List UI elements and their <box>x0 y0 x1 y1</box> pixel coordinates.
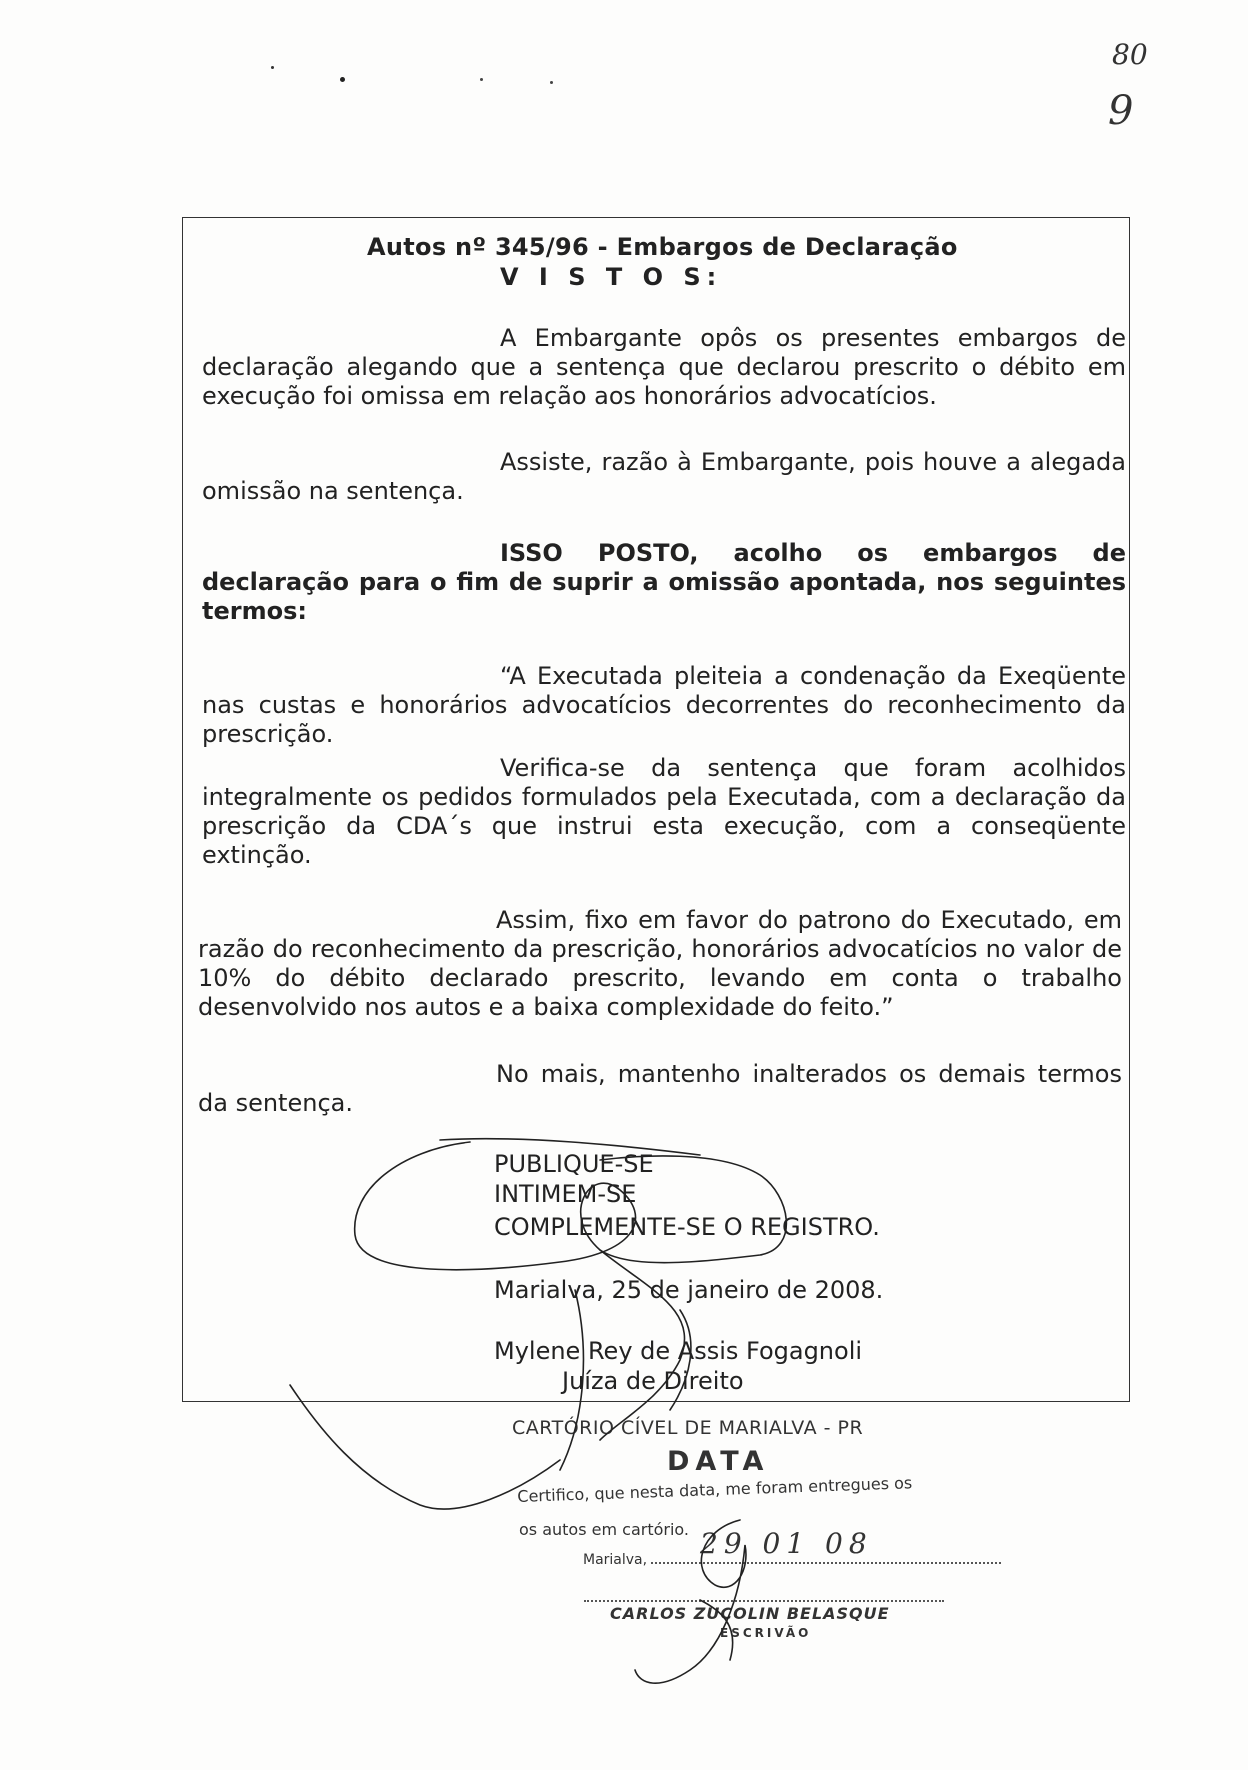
judge-name: Mylene Rey de Assis Fogagnoli <box>494 1337 863 1365</box>
case-title: Autos nº 345/96 - Embargos de Declaração <box>367 233 958 261</box>
paragraph-assiste <box>202 448 1126 506</box>
paragraph-isso-posto <box>202 539 1126 626</box>
judge-title: Juíza de Direito <box>562 1367 744 1395</box>
paragraph-text: Assim, fixo em favor do patrono do Executado, em razão do reconhecimento da prescrição, honorários advocatícios no valor de 10% do débito declarado prescrito, levando em conta o trabalho desenvolvido nos autos e a baixa complexidade do feito.” <box>198 906 1122 1021</box>
clerk-dotted-line <box>584 1600 944 1602</box>
paragraph-assim <box>198 906 1122 1022</box>
clerk-name: CARLOS ZUCOLIN BELASQUE <box>610 1604 890 1623</box>
handwritten-receipt-date: 29 01 08 <box>700 1527 873 1560</box>
scan-speck <box>340 77 345 82</box>
paragraph-no-mais <box>198 1060 1122 1118</box>
stamp-certify-line1: Certifico, que nesta data, me foram entregues os <box>517 1473 913 1506</box>
paragraph-verifica <box>202 754 1126 870</box>
paragraph-text: ISSO POSTO, acolho os embargos de declaração para o fim de suprir a omissão apontada, nos seguintes termos: <box>202 539 1126 625</box>
scan-speck <box>480 78 483 81</box>
closing-intimem: INTIMEM-SE <box>494 1180 637 1208</box>
closing-date: Marialva, 25 de janeiro de 2008. <box>494 1276 884 1304</box>
closing-publique: PUBLIQUE-SE <box>494 1150 654 1178</box>
paragraph-text: A Embargante opôs os presentes embargos de declaração alegando que a sentença que declarou prescrito o débito em execução foi omissa em relação aos honorários advocatícios. <box>202 324 1126 410</box>
page-number-mark-top: 80 <box>1112 38 1148 71</box>
vistos-heading: V I S T O S: <box>500 263 723 291</box>
scan-speck <box>271 66 274 69</box>
stamp-data: DATA <box>667 1446 770 1477</box>
closing-registro: COMPLEMENTE-SE O REGISTRO. <box>494 1213 880 1241</box>
paragraph-text: Verifica-se da sentença que foram acolhidos integralmente os pedidos formulados pela Executada, com a declaração da prescrição da CDA´s que instrui esta execução, com a conseqüente extinção. <box>202 754 1126 869</box>
date-dotted-line <box>651 1562 1001 1564</box>
paragraph-text: “A Executada pleiteia a condenação da Exeqüente nas custas e honorários advocatícios decorrentes do reconhecimento da prescrição. <box>202 662 1126 748</box>
paragraph-executada <box>202 662 1126 749</box>
paragraph-text: No mais, mantenho inalterados os demais termos da sentença. <box>198 1060 1122 1117</box>
paragraph-embargante <box>202 324 1126 411</box>
paragraph-text: Assiste, razão à Embargante, pois houve a alegada omissão na sentença. <box>202 448 1126 505</box>
clerk-title: ESCRIVÃO <box>720 1626 812 1640</box>
stamp-office: CARTÓRIO CÍVEL DE MARIALVA - PR <box>512 1417 864 1439</box>
page-number-mark-bottom: 9 <box>1108 88 1134 134</box>
scan-speck <box>550 81 553 84</box>
stamp-place-label: Marialva, <box>583 1552 648 1568</box>
stamp-certify-line2: os autos em cartório. <box>519 1520 690 1539</box>
